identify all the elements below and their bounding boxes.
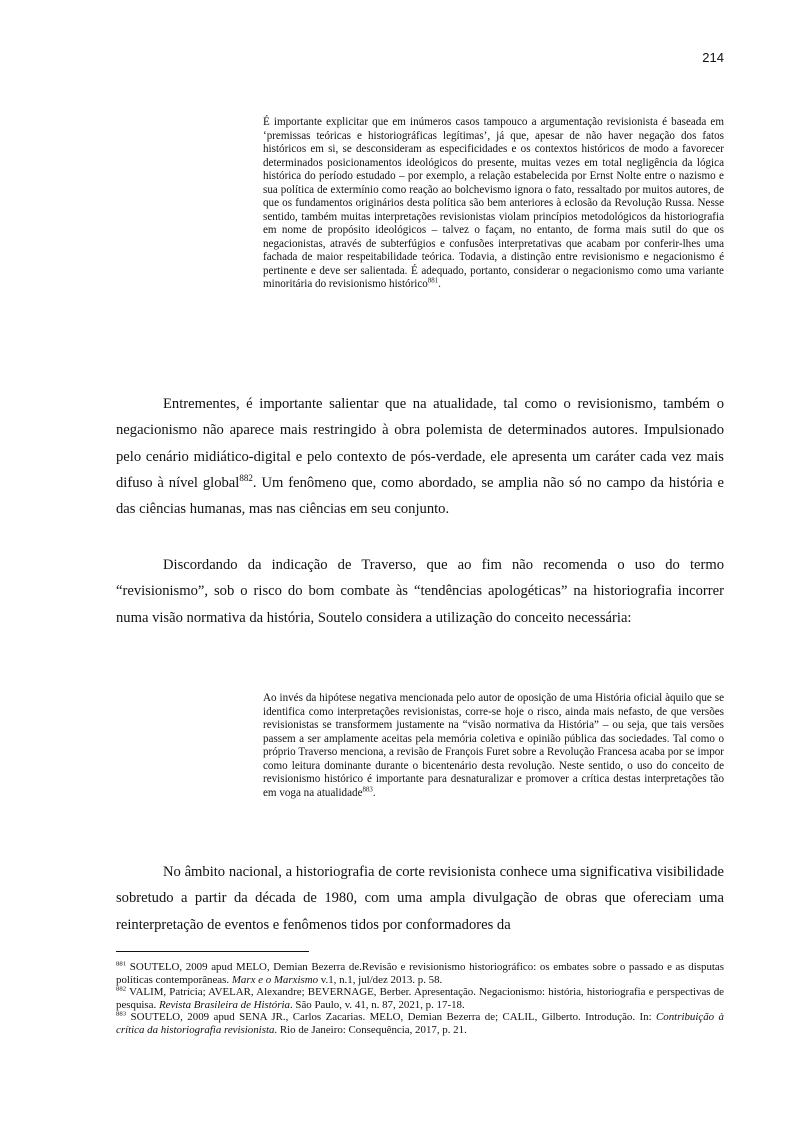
footnote-ref-882[interactable]: 882 [239,473,253,484]
footnote-text: VALIM, Patrícia; AVELAR, Alexandre; BEVERNAGE, Berber. Apresentação. Negacionismo: história, historiografia e perspectivas de pesquisa. [116,986,724,1011]
footnote-journal-title: Revista Brasileira de História [158,998,290,1011]
block-quote-end: . [438,278,441,290]
block-quote-revisionism-distinction [263,116,724,292]
footnote-journal-title: Marx e o Marxismo [231,973,319,986]
footnotes [116,961,724,1037]
footnote-number: 881 [116,960,127,968]
footnote-text-cont: v.1, n.1, jul/dez 2013. p. 58. [318,973,443,986]
footnote-882 [116,986,724,1011]
footnote-text: SOUTELO, 2009 apud MELO, Demian Bezerra de.Revisão e revisionismo historiográfico: os embates sobre o passado e as disputas políticas contemporâneas. [116,961,724,986]
footnote-ref-881[interactable]: 881 [427,277,439,285]
footnote-text-cont: . Rio de Janeiro: Consequência, 2017, p. 21. [274,1023,467,1036]
footnote-text: SOUTELO, 2009 apud SENA JR., Carlos Zacarias. MELO, Demian Bezerra de; CALIL, Gilberto. Introdução. In: [126,1011,657,1024]
footnote-separator [116,951,309,952]
footnote-number: 882 [116,985,127,993]
block-quote-text: É importante explicitar que em inúmeros casos tampouco a argumentação revisionista é baseada em ‘premissas teóricas e historiográficas legítimas’, já que, apesar de não haver negação dos fatos históricos em si, se desconsideram as especificidades e os contextos históricos de modo a favorecer determinados posicionamentos ideológicos do presente, muitas vezes em total negligência da lógica histórica do período estudado – por exemplo, a relação estabelecida por Ernst Nolte entre o nazismo e sua política de extermínio como reação ao bolchevismo ignora o fato, ressaltado por muitos autores, de que os fundamentos originários desta política são bem anteriores à eclosão da Revolução Russa. Nesse sentido, também muitas interpretações revisionistas violam princípios metodológicos da historiografia em nome de propósito ideológicos – talvez o façam, no entanto, de forma mais sutil do que os negacionistas, através de subterfúgios e confusões interpretativas que acabam por conferir-lhes uma fachada de maior respeitabilidade teórica. Todavia, a distinção entre revisionismo e negacionismo é pertinente e deve ser salientada. É adequado, portanto, considerar o negacionismo como uma variante minoritária do revisionismo histórico [263,116,724,290]
footnote-883 [116,1011,724,1036]
body-paragraph-traverso: Discordando da indicação de Traverso, que ao fim não recomenda o uso do termo “revisionismo”, sob o risco do bom combate às “tendências apologéticas” na historiografia incorrer numa visão normativa da história, Soutelo considera a utilização do conceito necessária: [116,557,724,626]
page-number: 214 [702,50,724,65]
footnote-number: 883 [116,1010,127,1018]
paragraph-text-cont: . Um fenômeno que, como abordado, se amplia não só no campo da história e das ciências humanas, mas nas ciências em seu conjunto. [116,474,724,518]
footnote-881 [116,961,724,986]
block-quote-text: Ao invés da hipótese negativa mencionada pelo autor de oposição de uma História oficial àquilo que se identifica como interpretações revisionistas, corre-se hoje o risco, ainda mais nefasto, de que versões revisionistas se transformem justamente na “visão normativa da História” – ou seja, que tais versões passem a ser amplamente aceitas pela memória coletiva e opinião pública das sociedades. Tal como o próprio Traverso menciona, a revisão de François Furet sobre a Revolução Francesa acaba por se impor como leitura dominante durante o bicentenário desta revolução. Neste sentido, o uso do conceito de revisionismo histórico é importante para desnaturalizar e promover a crítica destas interpretações tão em voga na atualidade [263,692,724,799]
block-quote-soutelo [263,692,724,800]
footnote-text-cont: . São Paulo, v. 41, n. 87, 2021, p. 17-18. [289,998,465,1011]
footnote-book-title: Contribuição à crítica da historiografia revisionista [116,1011,724,1036]
body-paragraph-national: No âmbito nacional, a historiografia de corte revisionista conhece uma significativa visibilidade sobretudo a partir da década de 1980, com uma ampla divulgação de obras que ofereciam uma reinterpretação de eventos e fenômenos tidos por conformadores da [116,864,724,933]
body-paragraph-negationism [116,391,724,522]
paragraph-text: Entrementes, é importante salientar que na atualidade, tal como o revisionismo, também o negacionismo não aparece mais restringido à obra polemista de determinados autores. Impulsionado pelo cenário midiático-digital e pelo contexto de pós-verdade, ele apresenta um caráter cada vez mais difuso à nível global [116,396,724,491]
block-quote-end: . [372,786,376,799]
footnote-ref-883[interactable]: 883 [362,785,373,793]
